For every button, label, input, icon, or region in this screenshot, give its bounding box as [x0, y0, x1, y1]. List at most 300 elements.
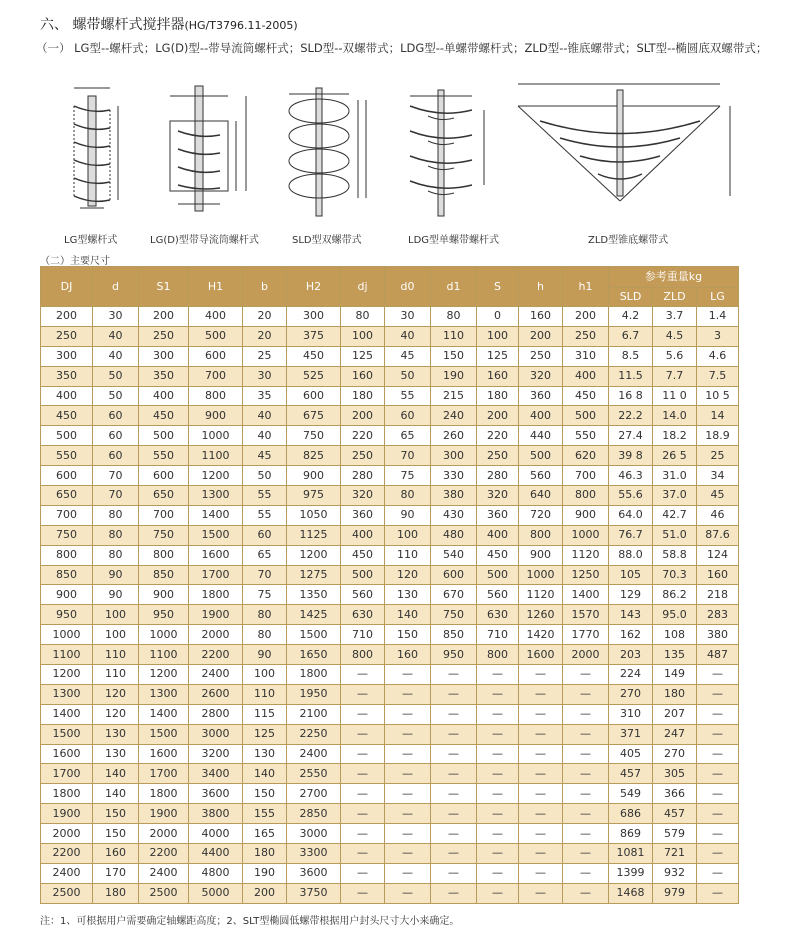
- table-cell: 51.0: [653, 525, 697, 545]
- table-cell: —: [385, 764, 431, 784]
- table-cell: 1600: [139, 744, 189, 764]
- table-cell: 80: [93, 525, 139, 545]
- footnote: 注：1、可根据用户需要确定轴螺距高度；2、SLT型椭圆低螺带根据用户封头尺寸大小来确定。: [40, 916, 460, 927]
- table-cell: —: [477, 824, 519, 844]
- table-cell: 160: [477, 366, 519, 386]
- table-body: [41, 307, 739, 904]
- table-cell: —: [563, 704, 609, 724]
- table-cell: 31.0: [653, 466, 697, 486]
- table-cell: 310: [563, 346, 609, 366]
- table-cell: 525: [287, 366, 341, 386]
- table-cell: 4.5: [653, 326, 697, 346]
- table-cell: —: [697, 704, 739, 724]
- table-row: [41, 863, 739, 883]
- col-header: S: [477, 267, 519, 307]
- table-cell: 75: [243, 585, 287, 605]
- table-cell: 1350: [287, 585, 341, 605]
- title-text: 六、 螺带螺杆式搅拌器: [40, 17, 185, 33]
- table-cell: 5.6: [653, 346, 697, 366]
- table-cell: 70: [385, 446, 431, 466]
- table-cell: 3: [697, 326, 739, 346]
- table-cell: —: [477, 764, 519, 784]
- table-cell: 500: [41, 426, 93, 446]
- table-cell: 675: [287, 406, 341, 426]
- table-cell: 640: [519, 486, 563, 506]
- table-cell: 900: [519, 545, 563, 565]
- table-cell: 215: [431, 386, 477, 406]
- table-row: [41, 684, 739, 704]
- table-cell: 100: [385, 525, 431, 545]
- table-cell: 800: [563, 486, 609, 506]
- table-cell: 2850: [287, 804, 341, 824]
- table-cell: 100: [93, 625, 139, 645]
- table-cell: 305: [653, 764, 697, 784]
- table-row: [41, 406, 739, 426]
- table-cell: 400: [477, 525, 519, 545]
- table-cell: 80: [93, 545, 139, 565]
- table-cell: 45: [697, 486, 739, 506]
- table-cell: —: [563, 764, 609, 784]
- table-cell: 1250: [563, 565, 609, 585]
- lg-screw-diagram: [74, 88, 118, 208]
- table-cell: 80: [243, 625, 287, 645]
- table-cell: 22.2: [609, 406, 653, 426]
- table-cell: —: [563, 844, 609, 864]
- table-cell: 90: [243, 645, 287, 665]
- table-cell: 110: [385, 545, 431, 565]
- table-cell: —: [431, 784, 477, 804]
- table-cell: —: [431, 824, 477, 844]
- table-cell: 35: [243, 386, 287, 406]
- table-cell: —: [341, 784, 385, 804]
- table-cell: 207: [653, 704, 697, 724]
- table-cell: 450: [341, 545, 385, 565]
- table-cell: 500: [519, 446, 563, 466]
- table-cell: —: [477, 704, 519, 724]
- table-cell: 550: [139, 446, 189, 466]
- table-cell: 1120: [563, 545, 609, 565]
- table-cell: 10 5: [697, 386, 739, 406]
- table-cell: 1000: [139, 625, 189, 645]
- table-cell: 360: [477, 505, 519, 525]
- table-cell: 65: [385, 426, 431, 446]
- table-cell: 250: [139, 326, 189, 346]
- ldg-ribbon-diagram: [410, 90, 484, 216]
- table-cell: 80: [341, 307, 385, 327]
- table-cell: 600: [431, 565, 477, 585]
- table-cell: 1200: [41, 665, 93, 685]
- table-cell: 125: [477, 346, 519, 366]
- table-cell: 14.0: [653, 406, 697, 426]
- table-cell: 120: [93, 684, 139, 704]
- table-cell: —: [697, 744, 739, 764]
- table-cell: —: [341, 824, 385, 844]
- table-cell: 560: [341, 585, 385, 605]
- table-cell: 86.2: [653, 585, 697, 605]
- table-cell: 58.8: [653, 545, 697, 565]
- table-cell: 88.0: [609, 545, 653, 565]
- table-cell: 2700: [287, 784, 341, 804]
- table-cell: 7.5: [697, 366, 739, 386]
- table-cell: 80: [431, 307, 477, 327]
- table-cell: 100: [243, 665, 287, 685]
- table-cell: 1300: [139, 684, 189, 704]
- table-cell: 27.4: [609, 426, 653, 446]
- table-cell: 25: [243, 346, 287, 366]
- col-header: h: [519, 267, 563, 307]
- table-row: [41, 386, 739, 406]
- table-cell: 50: [93, 386, 139, 406]
- table-cell: 850: [41, 565, 93, 585]
- table-cell: 130: [93, 724, 139, 744]
- table-row: [41, 426, 739, 446]
- table-cell: 549: [609, 784, 653, 804]
- table-cell: 40: [243, 406, 287, 426]
- table-cell: —: [697, 863, 739, 883]
- table-cell: 1125: [287, 525, 341, 545]
- table-row: [41, 724, 739, 744]
- table-cell: 87.6: [697, 525, 739, 545]
- table-cell: 150: [93, 804, 139, 824]
- table-cell: 6.7: [609, 326, 653, 346]
- table-row: [41, 326, 739, 346]
- table-cell: 70: [243, 565, 287, 585]
- table-cell: 1800: [287, 665, 341, 685]
- table-cell: 40: [243, 426, 287, 446]
- table-cell: 380: [697, 625, 739, 645]
- table-cell: 100: [93, 605, 139, 625]
- table-cell: 100: [477, 326, 519, 346]
- table-cell: 579: [653, 824, 697, 844]
- table-cell: —: [431, 863, 477, 883]
- table-cell: 500: [139, 426, 189, 446]
- table-cell: 2250: [287, 724, 341, 744]
- table-cell: 450: [477, 545, 519, 565]
- dimensions-table: [40, 266, 739, 904]
- table-cell: 110: [93, 665, 139, 685]
- table-cell: 975: [287, 486, 341, 506]
- table-cell: 650: [139, 486, 189, 506]
- table-cell: 18.9: [697, 426, 739, 446]
- table-cell: 550: [41, 446, 93, 466]
- table-cell: 60: [93, 406, 139, 426]
- table-row: [41, 545, 739, 565]
- table-cell: 1500: [139, 724, 189, 744]
- table-cell: 400: [139, 386, 189, 406]
- table-cell: —: [385, 684, 431, 704]
- table-cell: 2400: [139, 863, 189, 883]
- table-cell: —: [431, 804, 477, 824]
- table-row: [41, 784, 739, 804]
- table-cell: 650: [41, 486, 93, 506]
- col-header: d1: [431, 267, 477, 307]
- table-row: [41, 883, 739, 903]
- table-cell: 3.7: [653, 307, 697, 327]
- table-cell: —: [385, 784, 431, 804]
- table-cell: 18.2: [653, 426, 697, 446]
- table-cell: 37.0: [653, 486, 697, 506]
- table-cell: 1800: [189, 585, 243, 605]
- table-cell: 125: [243, 724, 287, 744]
- table-cell: 1.4: [697, 307, 739, 327]
- table-cell: —: [519, 844, 563, 864]
- table-cell: —: [563, 863, 609, 883]
- table-cell: 2500: [41, 883, 93, 903]
- table-cell: 1800: [41, 784, 93, 804]
- figure-caption-lg: LG型螺杆式: [64, 235, 118, 246]
- table-cell: —: [697, 844, 739, 864]
- table-cell: 39 8: [609, 446, 653, 466]
- table-cell: —: [519, 804, 563, 824]
- table-cell: —: [519, 684, 563, 704]
- table-cell: 440: [519, 426, 563, 446]
- table-cell: 280: [341, 466, 385, 486]
- table-cell: —: [385, 844, 431, 864]
- table-cell: 457: [653, 804, 697, 824]
- table-row: [41, 346, 739, 366]
- table-cell: 200: [341, 406, 385, 426]
- table-cell: 200: [243, 883, 287, 903]
- table-cell: —: [341, 665, 385, 685]
- table-cell: 900: [41, 585, 93, 605]
- table-cell: 932: [653, 863, 697, 883]
- table-cell: 450: [41, 406, 93, 426]
- table-cell: 115: [243, 704, 287, 724]
- figures: [40, 76, 760, 246]
- table-cell: —: [385, 665, 431, 685]
- table-cell: —: [477, 883, 519, 903]
- table-cell: 55.6: [609, 486, 653, 506]
- table-cell: 2550: [287, 764, 341, 784]
- table-cell: 3300: [287, 844, 341, 864]
- table-cell: 900: [563, 505, 609, 525]
- table-cell: 670: [431, 585, 477, 605]
- table-cell: 0: [477, 307, 519, 327]
- table-cell: 4800: [189, 863, 243, 883]
- table-cell: 190: [243, 863, 287, 883]
- table-cell: 4000: [189, 824, 243, 844]
- table-cell: 120: [93, 704, 139, 724]
- table-cell: 1800: [139, 784, 189, 804]
- table-cell: 1400: [189, 505, 243, 525]
- table-cell: 95.0: [653, 605, 697, 625]
- table-cell: 165: [243, 824, 287, 844]
- table-row: [41, 466, 739, 486]
- table-cell: 1300: [189, 486, 243, 506]
- table-cell: 1420: [519, 625, 563, 645]
- table-cell: 200: [477, 406, 519, 426]
- table-cell: 2400: [287, 744, 341, 764]
- table-cell: 375: [287, 326, 341, 346]
- table-cell: 1425: [287, 605, 341, 625]
- table-cell: 900: [287, 466, 341, 486]
- table-cell: 220: [341, 426, 385, 446]
- table-cell: 30: [385, 307, 431, 327]
- table-cell: 162: [609, 625, 653, 645]
- table-cell: 160: [519, 307, 563, 327]
- table-cell: 160: [93, 844, 139, 864]
- table-cell: 400: [519, 406, 563, 426]
- table-cell: 1600: [189, 545, 243, 565]
- table-cell: 1000: [519, 565, 563, 585]
- table-cell: 600: [189, 346, 243, 366]
- table-cell: —: [431, 883, 477, 903]
- table-cell: 371: [609, 724, 653, 744]
- table-cell: —: [519, 724, 563, 744]
- table-row: [41, 486, 739, 506]
- table-row: [41, 585, 739, 605]
- table-cell: 50: [385, 366, 431, 386]
- table-cell: 3000: [287, 824, 341, 844]
- table-cell: 3400: [189, 764, 243, 784]
- table-cell: —: [563, 744, 609, 764]
- table-cell: 800: [189, 386, 243, 406]
- table-row: [41, 665, 739, 685]
- table-cell: 800: [341, 645, 385, 665]
- table-cell: 2000: [189, 625, 243, 645]
- table-cell: 60: [93, 446, 139, 466]
- table-cell: 950: [139, 605, 189, 625]
- table-cell: 55: [243, 505, 287, 525]
- table-cell: 700: [139, 505, 189, 525]
- table-row: [41, 625, 739, 645]
- table-cell: 135: [653, 645, 697, 665]
- table-cell: 710: [477, 625, 519, 645]
- table-cell: —: [431, 665, 477, 685]
- table-cell: —: [519, 665, 563, 685]
- table-cell: —: [697, 883, 739, 903]
- table-cell: —: [385, 804, 431, 824]
- table-cell: —: [519, 824, 563, 844]
- table-cell: 1500: [287, 625, 341, 645]
- table-cell: —: [477, 844, 519, 864]
- col-header: h1: [563, 267, 609, 307]
- table-row: [41, 565, 739, 585]
- table-cell: 240: [431, 406, 477, 426]
- table-row: [41, 764, 739, 784]
- table-cell: 630: [477, 605, 519, 625]
- table-cell: 60: [243, 525, 287, 545]
- table-cell: 1275: [287, 565, 341, 585]
- section-heading-dimensions: （二）主要尺寸: [40, 256, 110, 267]
- table-cell: 70: [93, 486, 139, 506]
- table-cell: 2200: [41, 844, 93, 864]
- table-cell: 140: [93, 764, 139, 784]
- table-cell: 1050: [287, 505, 341, 525]
- table-cell: 155: [243, 804, 287, 824]
- table-cell: —: [697, 824, 739, 844]
- table-cell: —: [431, 724, 477, 744]
- table-cell: 310: [609, 704, 653, 724]
- table-cell: —: [519, 704, 563, 724]
- table-cell: 457: [609, 764, 653, 784]
- table-row: [41, 446, 739, 466]
- table-cell: 218: [697, 585, 739, 605]
- table-cell: 180: [341, 386, 385, 406]
- table-cell: —: [385, 863, 431, 883]
- table-cell: —: [385, 744, 431, 764]
- table-cell: 180: [653, 684, 697, 704]
- table-cell: 1468: [609, 883, 653, 903]
- table-cell: 100: [341, 326, 385, 346]
- lgd-screw-diagram: [170, 86, 246, 211]
- table-cell: 200: [563, 307, 609, 327]
- table-cell: 800: [139, 545, 189, 565]
- table-cell: 1900: [189, 605, 243, 625]
- table-cell: 700: [41, 505, 93, 525]
- table-row: [41, 505, 739, 525]
- table-cell: —: [477, 784, 519, 804]
- table-cell: 710: [341, 625, 385, 645]
- table-cell: 800: [41, 545, 93, 565]
- table-cell: 1700: [41, 764, 93, 784]
- table-cell: 3000: [189, 724, 243, 744]
- table-cell: —: [477, 804, 519, 824]
- table-cell: —: [341, 724, 385, 744]
- table-cell: —: [431, 704, 477, 724]
- table-cell: 330: [431, 466, 477, 486]
- figure-caption-zld: ZLD型锥底螺带式: [588, 235, 669, 246]
- table-cell: 400: [41, 386, 93, 406]
- table-row: [41, 804, 739, 824]
- table-cell: 108: [653, 625, 697, 645]
- table-cell: 129: [609, 585, 653, 605]
- table-cell: —: [431, 744, 477, 764]
- table-cell: —: [563, 824, 609, 844]
- table-cell: 50: [93, 366, 139, 386]
- table-cell: 1120: [519, 585, 563, 605]
- table-cell: 270: [653, 744, 697, 764]
- table-cell: 850: [139, 565, 189, 585]
- table-cell: 3600: [189, 784, 243, 804]
- table-cell: 45: [243, 446, 287, 466]
- table-cell: —: [477, 863, 519, 883]
- table-cell: —: [519, 784, 563, 804]
- table-cell: —: [431, 764, 477, 784]
- table-cell: 26 5: [653, 446, 697, 466]
- table-cell: 620: [563, 446, 609, 466]
- table-cell: 250: [477, 446, 519, 466]
- table-cell: —: [341, 804, 385, 824]
- table-cell: 1200: [287, 545, 341, 565]
- table-cell: 224: [609, 665, 653, 685]
- table-cell: —: [341, 704, 385, 724]
- table-cell: 42.7: [653, 505, 697, 525]
- table-cell: 1900: [139, 804, 189, 824]
- table-cell: —: [385, 824, 431, 844]
- table-cell: 560: [477, 585, 519, 605]
- table-cell: 2000: [41, 824, 93, 844]
- table-cell: 110: [431, 326, 477, 346]
- table-cell: 750: [139, 525, 189, 545]
- table-cell: 700: [189, 366, 243, 386]
- table-cell: —: [431, 684, 477, 704]
- table-cell: 170: [93, 863, 139, 883]
- table-cell: 721: [653, 844, 697, 864]
- table-cell: 220: [477, 426, 519, 446]
- table-cell: 80: [243, 605, 287, 625]
- table-cell: 2200: [139, 844, 189, 864]
- table-cell: 16 8: [609, 386, 653, 406]
- table-cell: 1100: [139, 645, 189, 665]
- table-cell: 3800: [189, 804, 243, 824]
- table-cell: 1200: [189, 466, 243, 486]
- table-cell: 14: [697, 406, 739, 426]
- table-cell: 40: [385, 326, 431, 346]
- table-cell: 203: [609, 645, 653, 665]
- table-cell: 55: [385, 386, 431, 406]
- table-cell: 1000: [41, 625, 93, 645]
